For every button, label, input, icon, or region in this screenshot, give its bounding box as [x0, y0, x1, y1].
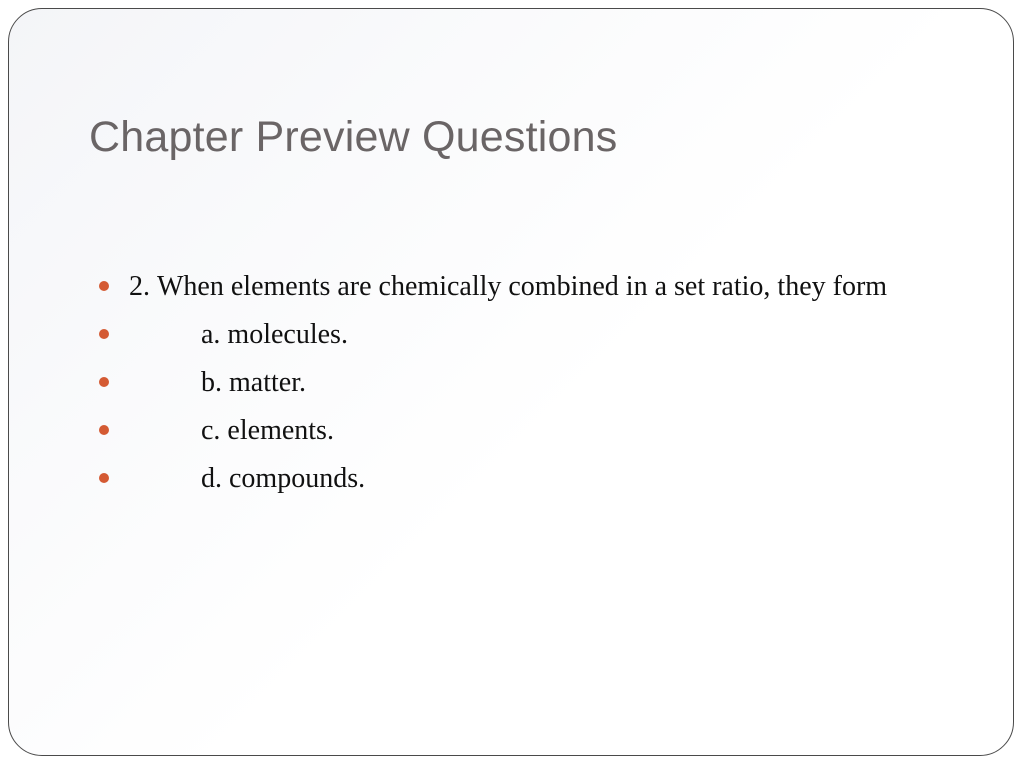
slide: [8, 8, 1014, 756]
bullet-dot-icon: [99, 377, 109, 387]
bullet-text: d. compounds.: [201, 463, 366, 494]
bullet-item-option-d: [99, 459, 919, 499]
bullet-dot-icon: [99, 281, 109, 291]
bullet-text: c. elements.: [201, 415, 334, 446]
bullet-text: b. matter.: [201, 367, 306, 398]
bullet-dot-icon: [99, 329, 109, 339]
bullet-list: [99, 267, 919, 507]
bullet-item-option-a: [99, 315, 919, 355]
bullet-item-question: [99, 267, 919, 307]
bullet-dot-icon: [99, 473, 109, 483]
bullet-dot-icon: [99, 425, 109, 435]
bullet-text: a. molecules.: [201, 319, 348, 350]
bullet-item-option-b: [99, 363, 919, 403]
slide-title: Chapter Preview Questions: [89, 113, 618, 161]
bullet-item-option-c: [99, 411, 919, 451]
bullet-text: 2. When elements are chemically combined in a set ratio, they form: [129, 271, 888, 302]
